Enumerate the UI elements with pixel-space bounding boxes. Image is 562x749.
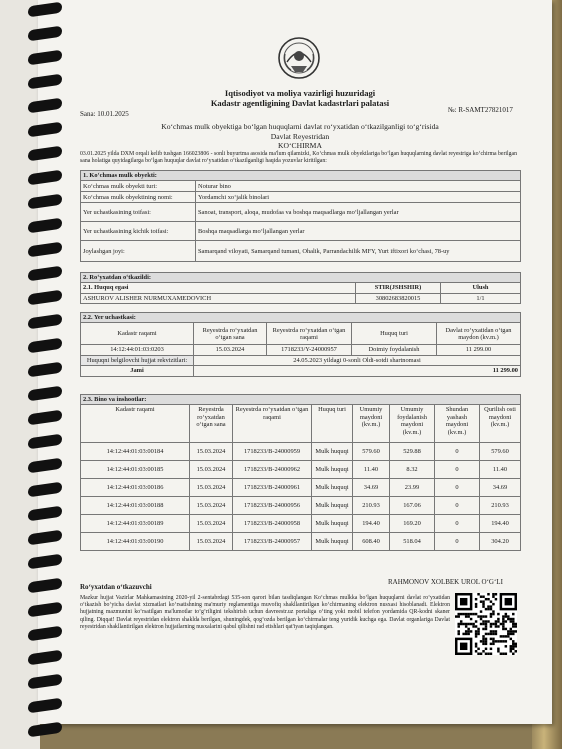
binding-coil (28, 698, 62, 714)
binding-coil (28, 146, 62, 162)
owner-subtitle: 2.1. Huquq egasi (81, 283, 356, 293)
document-date: Sana: 10.01.2025 (80, 110, 129, 118)
binding-coil (28, 98, 62, 114)
land-plot-table: 2.2. Yer uchastkasi: Kadastr raqami Reyestrda ro‘yxatdan o‘tgan sana Reyestrda ro‘yxatdan o‘tgan raqami Huquq turi Davlat ro‘yxatidan o‘tgan maydon (kv.m.) 14:12:44:01:03:0203 15.03.2024 1718233/Y-24000957 Doimiy foydalanish 11 299.00 Huquqni belgilovchi hujjat rekvizitlari: 24.05.2023 yildagi 0-sonli Oldi-sotdi shartnomasi Jami 11 299.00 (80, 312, 521, 377)
binding-coil (28, 218, 62, 234)
table-row: 14:12:44:01:03:00190 15.03.2024 1718233/B-24000957 Mulk huquqi 608.40 518.04 0 304.20 (81, 533, 521, 551)
table-row: 14:12:44:01:03:00189 15.03.2024 1718233/B-24000958 Mulk huquqi 194.40 169.20 0 194.40 (81, 515, 521, 533)
table-row: 14:12:44:01:03:00184 15.03.2024 1718233/B-24000959 Mulk huquqi 579.60 529.88 0 579.60 (81, 443, 521, 461)
qr-code-icon[interactable] (455, 593, 517, 655)
table-row: Jami 11 299.00 (81, 366, 521, 376)
ulush-header: Ulush (441, 283, 521, 293)
owner-stir: 30802683820015 (356, 293, 441, 303)
binding-coil (28, 26, 62, 42)
section23-title: 2.3. Bino va inshootlar: (81, 395, 521, 405)
binding-coil (28, 266, 62, 282)
table-row: Yer uchastkasining kichik toifasi: Boshqa maqsadlarga mo‘ljallangan yerlar (81, 222, 521, 241)
owner-share: 1/1 (441, 293, 521, 303)
binding-coil (28, 170, 62, 186)
buildings-table: 2.3. Bino va inshootlar: Kadastr raqami Reyestrda ro‘yxatdan o‘tgan sana Reyestrda ro‘yxatdan o‘tgan raqami Huquq turi Umumiy maydoni (kv.m.) Umumiy foydalanish maydoni (kv.m.) Shundan yashash maydoni (kv.m.) Qurilish osti maydoni (kv.m.) 14:12:44:01:03:00184 15.03.2024 1718233/B-24000959 Mulk huquqi 579.60 529.88 0 579.60 14:12:44:01:03:00185 15.03.2024 1718233/B-24000962 Mulk huquqi 11.40 8.32 0 11.40 14:12:44:01:03:00186 15.03.2024 1718233/B-24000961 Mulk huquqi 34.69 23.99 0 34.69 14:12:44:01:03:00188 15.03.2024 1718233/B-24000956 Mulk huquqi 210.93 167.06 0 210.93 14:12:44:01:03:00189 15.03.2024 1718233/B-24000958 Mulk huquqi 194.40 169.20 0 194.40 14:12:44:01:03:00190 15.03.2024 1718233/B-24000957 Mulk huquqi 608.40 518.04 0 304.20 (80, 394, 521, 551)
title-line2: Davlat Reyestridan (270, 131, 330, 141)
owner-name: ASHUROV ALISHER NURMUXAMEDOVICH (81, 293, 356, 303)
binding-coil (28, 290, 62, 306)
table-row: Yer uchastkasining toifasi: Sanoat, transport, aloqa, mudofaa va boshqa maqsadlarga mo‘ljallangan yerlar (81, 203, 521, 222)
binding-coil (28, 482, 62, 498)
binding-coil (28, 578, 62, 594)
spiral-binding (28, 0, 68, 749)
binding-coil (28, 722, 62, 738)
table-row (81, 293, 521, 303)
agency-line1: Iqtisodiyot va moliya vazirligi huzuridagi (224, 88, 376, 98)
binding-coil (28, 434, 62, 450)
table-row: 14:12:44:01:03:00188 15.03.2024 1718233/B-24000956 Mulk huquqi 210.93 167.06 0 210.93 (81, 497, 521, 515)
binding-coil (28, 386, 62, 402)
section1-title: 1. Ko‘chmas mulk obyekti: (81, 171, 521, 181)
agency-line2: Kadastr agentligining Davlat kadastrlari palatasi (210, 98, 390, 108)
section22-title: 2.2. Yer uchastkasi: (81, 313, 521, 323)
registration-number: №: R-SAMT27821017 (448, 106, 513, 114)
intro-paragraph: 03.01.2025 yilda DXM orqali kelib tushgan 166023806 - sonli buyurtma asosida ma'lum qilamizki, Ko‘chmas mulk obyektlariga bo‘lgan huquqlarning davlat reyestriga ko‘chirma berilgan sana holatiga quyidagilarga bo‘lgan huquqlar davlat ro‘yxatidan o‘tkazilganligi haqida yozuvlar kiritilgan: (80, 151, 518, 164)
binding-coil (28, 602, 62, 618)
table-row: Ko‘chmas mulk obyekti turi: Noturar bino (81, 181, 521, 192)
registrar-name: RAHMONOV XOLBEK UROL O‘G‘LI (388, 578, 503, 586)
binding-coil (28, 650, 62, 666)
registrar-label: Ro‘yxatdan o‘tkazuvchi (80, 583, 152, 591)
binding-coil (28, 194, 62, 210)
binding-coil (28, 362, 62, 378)
binding-coil (28, 338, 62, 354)
binding-coil (28, 242, 62, 258)
binding-coil (28, 410, 62, 426)
table-row: 14:12:44:01:03:00185 15.03.2024 1718233/B-24000962 Mulk huquqi 11.40 8.32 0 11.40 (81, 461, 521, 479)
agency-header (130, 88, 470, 108)
section2-title: 2. Ro‘yxatdan o‘tkazildi: (81, 273, 521, 283)
state-emblem-icon (277, 36, 321, 80)
title-line1: Ko‘chmas mulk obyektiga bo‘lgan huquqlarni davlat ro‘yxatidan o‘tkazilganligi to‘g‘risida (161, 122, 439, 131)
binding-coil (28, 74, 62, 90)
legal-notice: Mazkur hujjat Vazirlar Mahkamasining 2020-yil 2-sentabrdagi 535-son qarori bilan tasdiqlangan Ko‘chmas mulkka bo‘lgan huquqlarni davlat ro‘yxatidan o‘tkazish bo‘yicha davlat xizmatlari ko‘rsatishning ma'muriy reglamentiga muvofiq shakllantirilgan ko‘chirmaning elektron nusxasi hisoblanadi. Elektron hujjatning mazmunini ko‘rsatilgan ma'lumotlar to‘g‘riligini tekshirish uchun davreestr.uz portaliga o‘ting yoki mobil telefon yordamida QR-kodni skaner qiling. Diqqat! Davlat reyestridan elektron shaklda berilgan, shuningdek, qog‘ozda berilgan ko‘chirmalar teng yuridik kuchga ega. Davlat organlariga Davlat reyestridan shakllantirilgan elektron hujjatlarning nusxalarini qabul qilishni rad etishlari qat'iyan taqiqlangan. (80, 595, 450, 630)
owner-table (80, 272, 521, 304)
table-row: Joylashgan joyi: Samarqand viloyati, Samarqand tumani, Ohalik, Parrandachilik MFY, Yurt iftixori ko‘chasi, 78-uy (81, 241, 521, 262)
document-title (90, 122, 510, 151)
binding-coil (28, 626, 62, 642)
binding-coil (28, 674, 62, 690)
stir-header: STIR(JSHSHIR) (356, 283, 441, 293)
binding-coil (28, 122, 62, 138)
binding-coil (28, 314, 62, 330)
table-row: Huquqni belgilovchi hujjat rekvizitlari: 24.05.2023 yildagi 0-sonli Oldi-sotdi shartnomasi (81, 355, 521, 365)
table-row: 14:12:44:01:03:0203 15.03.2024 1718233/Y-24000957 Doimiy foydalanish 11 299.00 (81, 345, 521, 355)
title-line3: KO‘CHIRMA (278, 141, 322, 150)
binding-coil (28, 458, 62, 474)
binding-coil (28, 2, 62, 18)
property-table (80, 170, 521, 262)
table-row: 14:12:44:01:03:00186 15.03.2024 1718233/B-24000961 Mulk huquqi 34.69 23.99 0 34.69 (81, 479, 521, 497)
binding-coil (28, 530, 62, 546)
table-row: Ko‘chmas mulk obyektining nomi: Yordamchi xo‘jalik binolari (81, 192, 521, 203)
binding-coil (28, 554, 62, 570)
binding-coil (28, 506, 62, 522)
binding-coil (28, 50, 62, 66)
